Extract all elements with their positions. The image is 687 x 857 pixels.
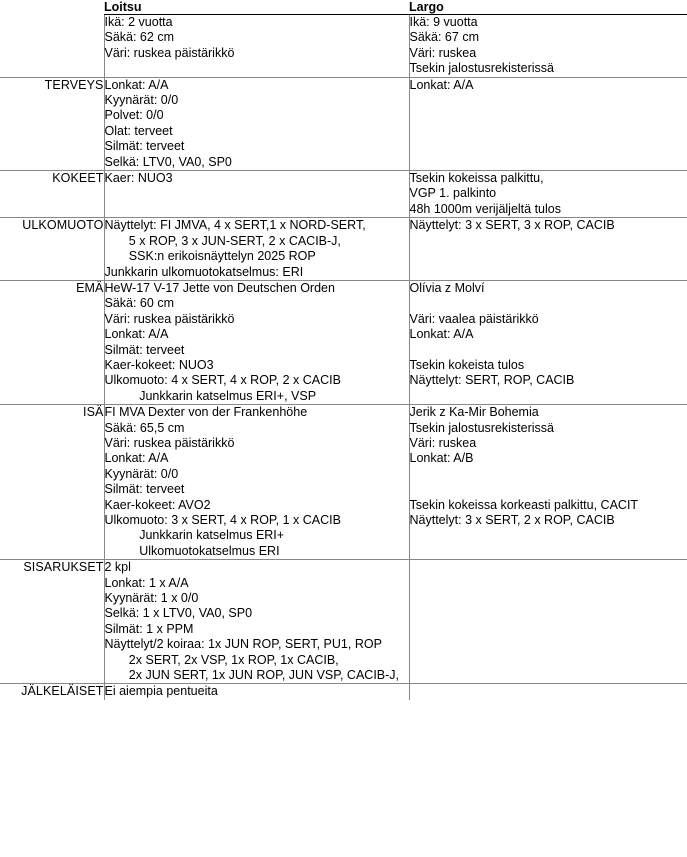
text-line: Junkkarin katselmus ERI+ bbox=[104, 528, 285, 543]
text-line: Junkkarin ulkomuotokatselmus: ERI bbox=[104, 264, 304, 279]
text-line: Kyynärät: 0/0 bbox=[104, 93, 179, 108]
row-cell-largo bbox=[409, 280, 687, 404]
row-cell-loitsu bbox=[104, 280, 409, 404]
row-cell-largo bbox=[409, 77, 687, 170]
text-line: Tsekin jalostusrekisterissä bbox=[409, 61, 554, 76]
row-label-terveys: TERVEYS bbox=[0, 77, 104, 170]
text-line: Olat: terveet bbox=[104, 123, 173, 138]
row-cell-loitsu bbox=[104, 171, 409, 218]
text-line: Jerik z Ka-Mir Bohemia bbox=[409, 405, 539, 420]
blank-line bbox=[410, 467, 687, 482]
row-cell-largo bbox=[409, 15, 687, 78]
text-line: 2 kpl bbox=[104, 560, 131, 575]
text-line: Säkä: 62 cm bbox=[104, 30, 174, 45]
row-cell-largo bbox=[409, 218, 687, 281]
row-label-ema: EMÄ bbox=[0, 280, 104, 404]
text-line: Lonkat: A/A bbox=[104, 327, 169, 342]
text-line: Lonkat: A/A bbox=[104, 77, 169, 92]
text-line: Silmät: terveet bbox=[104, 139, 185, 154]
text-line: Tsekin kokeista tulos bbox=[409, 357, 525, 372]
row-label-jalkelaiset: JÄLKELÄISET bbox=[0, 684, 104, 700]
row-label bbox=[0, 15, 104, 78]
row-cell-loitsu bbox=[104, 684, 409, 700]
text-line: 2x JUN SERT, 1x JUN ROP, JUN VSP, CACIB-J, bbox=[104, 668, 400, 683]
row-cell-loitsu bbox=[104, 77, 409, 170]
header-empty-cell bbox=[0, 0, 104, 15]
text-line: Ei aiempia pentueita bbox=[104, 684, 218, 699]
text-line: Selkä: 1 x LTV0, VA0, SP0 bbox=[104, 606, 253, 621]
text-line: 48h 1000m verijäljeltä tulos bbox=[409, 201, 561, 216]
row-cell-loitsu bbox=[104, 560, 409, 684]
text-line: Väri: ruskea päistärikkö bbox=[104, 45, 235, 60]
text-line: Näyttelyt: FI JMVA, 4 x SERT,1 x NORD-SERT, bbox=[104, 218, 366, 233]
table-row bbox=[0, 560, 687, 684]
text-line: 2x SERT, 2x VSP, 1x ROP, 1x CACIB, bbox=[104, 652, 339, 667]
column-header-largo: Largo bbox=[409, 0, 687, 15]
text-line: Näyttelyt: 3 x SERT, 2 x ROP, CACIB bbox=[409, 512, 615, 527]
blank-line bbox=[410, 343, 687, 358]
table-row bbox=[0, 405, 687, 560]
text-line: Silmät: terveet bbox=[104, 482, 185, 497]
text-line: Kyynärät: 1 x 0/0 bbox=[104, 591, 199, 606]
column-header-loitsu: Loitsu bbox=[104, 0, 409, 15]
text-line: Tsekin jalostusrekisterissä bbox=[409, 420, 554, 435]
text-line: Ulkomuoto: 4 x SERT, 4 x ROP, 2 x CACIB bbox=[104, 373, 341, 388]
table-row bbox=[0, 171, 687, 218]
table-row bbox=[0, 15, 687, 78]
text-line: Säkä: 67 cm bbox=[409, 30, 479, 45]
text-line: Silmät: terveet bbox=[104, 342, 185, 357]
text-line: Polvet: 0/0 bbox=[104, 108, 164, 123]
text-line: Selkä: LTV0, VA0, SP0 bbox=[104, 154, 232, 169]
text-line: Lonkat: A/A bbox=[409, 77, 474, 92]
row-label-ulkomuoto: ULKOMUOTO bbox=[0, 218, 104, 281]
text-line: Kaer: NUO3 bbox=[104, 171, 173, 186]
table-row bbox=[0, 218, 687, 281]
row-cell-loitsu bbox=[104, 218, 409, 281]
row-cell-loitsu bbox=[104, 15, 409, 78]
row-cell-largo bbox=[409, 560, 687, 684]
blank-line bbox=[410, 296, 687, 311]
text-line: Tsekin kokeissa korkeasti palkittu, CACIT bbox=[409, 497, 639, 512]
text-line: Säkä: 65,5 cm bbox=[104, 420, 185, 435]
row-label-sisarukset: SISARUKSET bbox=[0, 560, 104, 684]
text-line: FI MVA Dexter von der Frankenhöhe bbox=[104, 405, 308, 420]
text-line: HeW-17 V-17 Jette von Deutschen Orden bbox=[104, 280, 335, 295]
text-line: Väri: vaalea päistärikkö bbox=[409, 311, 539, 326]
text-line: Näyttelyt: SERT, ROP, CACIB bbox=[409, 373, 575, 388]
text-line: Lonkat: A/A bbox=[104, 451, 169, 466]
text-line: Silmät: 1 x PPM bbox=[104, 621, 194, 636]
row-cell-largo bbox=[409, 684, 687, 700]
text-line: Kaer-kokeet: AVO2 bbox=[104, 497, 211, 512]
text-line: 5 x ROP, 3 x JUN-SERT, 2 x CACIB-J, bbox=[104, 233, 341, 248]
text-line: Väri: ruskea bbox=[409, 45, 477, 60]
table-row bbox=[0, 77, 687, 170]
table-header-row bbox=[0, 0, 687, 15]
text-line: Väri: ruskea bbox=[409, 435, 477, 450]
text-line: Kaer-kokeet: NUO3 bbox=[104, 357, 214, 372]
text-line: Junkkarin katselmus ERI+, VSP bbox=[104, 388, 317, 403]
text-line: Väri: ruskea päistärikkö bbox=[104, 311, 235, 326]
row-cell-largo bbox=[409, 171, 687, 218]
text-line: Väri: ruskea päistärikkö bbox=[104, 435, 235, 450]
text-line: Säkä: 60 cm bbox=[104, 296, 174, 311]
text-line: Näyttelyt/2 koiraa: 1x JUN ROP, SERT, PU1, ROP bbox=[104, 637, 382, 652]
text-line: Ikä: 9 vuotta bbox=[409, 15, 478, 29]
text-line: Kyynärät: 0/0 bbox=[104, 466, 179, 481]
row-label-kokeet: KOKEET bbox=[0, 171, 104, 218]
text-line: Tsekin kokeissa palkittu, bbox=[409, 171, 544, 186]
text-line: VGP 1. palkinto bbox=[409, 186, 497, 201]
text-line: Ulkomuotokatselmus ERI bbox=[104, 543, 280, 558]
text-line: Ulkomuoto: 3 x SERT, 4 x ROP, 1 x CACIB bbox=[104, 513, 341, 527]
text-line: Lonkat: 1 x A/A bbox=[104, 575, 189, 590]
table-row bbox=[0, 684, 687, 700]
text-line: Olívia z Molví bbox=[409, 280, 485, 295]
text-line: SSK:n erikoisnäyttelyn 2025 ROP bbox=[104, 249, 316, 264]
text-line: Lonkat: A/A bbox=[409, 327, 474, 342]
text-line: Näyttelyt: 3 x SERT, 3 x ROP, CACIB bbox=[409, 218, 615, 233]
blank-line bbox=[410, 482, 687, 497]
row-label-isa: ISÄ bbox=[0, 405, 104, 560]
table-row bbox=[0, 280, 687, 404]
row-cell-loitsu bbox=[104, 405, 409, 560]
text-line: Ikä: 2 vuotta bbox=[104, 15, 173, 29]
row-cell-largo bbox=[409, 405, 687, 560]
text-line: Lonkat: A/B bbox=[409, 451, 474, 466]
